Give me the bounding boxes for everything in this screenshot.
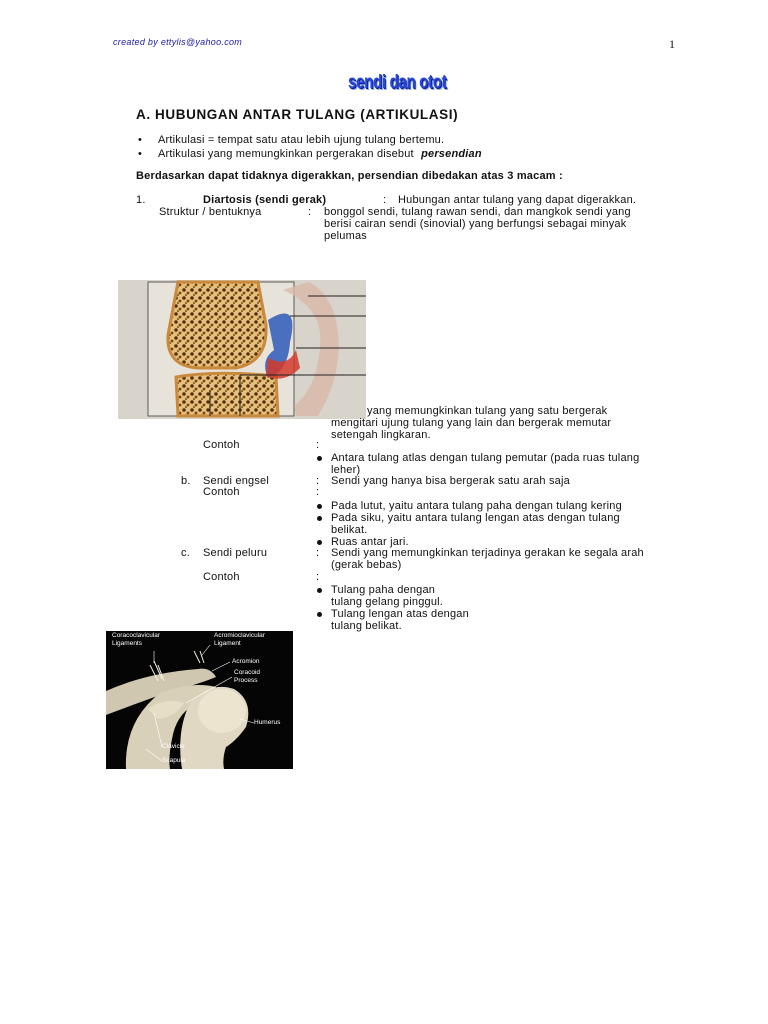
label-coracoclavicular: Ligaments xyxy=(112,640,142,647)
knee-joint-drawing xyxy=(118,280,366,419)
item-colon: : xyxy=(383,194,387,206)
bullet-disc xyxy=(317,516,322,521)
bullet-disc xyxy=(317,456,322,461)
sub-c-letter: c. xyxy=(181,547,190,559)
shoulder-joint-drawing xyxy=(106,631,293,769)
item-number: 1. xyxy=(136,194,146,206)
structure-line: pelumas xyxy=(324,230,367,242)
sub-c-example-line: tulang belikat. xyxy=(331,620,402,632)
bullet-emphasis: persendian xyxy=(421,148,482,160)
bullet-text xyxy=(158,148,482,160)
sub-b-example-label: Contoh xyxy=(203,486,240,498)
bullet-marker: • xyxy=(138,148,143,160)
bullet-text: Artikulasi = tempat satu atau lebih ujung tulang bertemu. xyxy=(158,134,445,146)
sub-c-desc-line: (gerak bebas) xyxy=(331,559,402,571)
sub-a-desc-line: setengah lingkaran. xyxy=(331,429,431,441)
sub-b-letter: b. xyxy=(181,475,191,487)
structure-line: bonggol sendi, tulang rawan sendi, dan mangkok sendi yang xyxy=(324,206,631,218)
sub-c-colon: : xyxy=(316,547,320,559)
bullet-disc xyxy=(317,588,322,593)
label-scapula: Scapula xyxy=(162,757,186,764)
sub-c-desc-line: Sendi yang memungkinkan terjadinya gerakan ke segala arah xyxy=(331,547,644,559)
label-clavicle: Clavicle xyxy=(162,743,185,750)
sub-a-desc-line: mengitari ujung tulang yang lain dan bergerak memutar xyxy=(331,417,612,429)
structure-colon: : xyxy=(308,206,312,218)
knee-joint-illustration xyxy=(118,280,366,419)
header-credit: created by ettylis@yahoo.com xyxy=(113,37,243,47)
sub-a-example-colon: : xyxy=(316,439,320,451)
sub-c-example-label: Contoh xyxy=(203,571,240,583)
bullet-disc xyxy=(317,504,322,509)
label-coracoclavicular: Coracoclavicular xyxy=(112,632,161,639)
label-acromioclavicular: Ligament xyxy=(214,640,241,647)
item-term: Diartosis (sendi gerak) xyxy=(203,194,327,206)
sub-b-example-line: Pada siku, yaitu antara tulang lengan atas dengan tulang xyxy=(331,512,620,524)
label-coracoid: Process xyxy=(234,677,258,684)
sub-a-example-label: Contoh xyxy=(203,439,240,451)
section-heading: A. HUBUNGAN ANTAR TULANG (ARTIKULASI) xyxy=(136,107,459,122)
sub-b-example-line: belikat. xyxy=(331,524,368,536)
bullet-text-plain: Artikulasi yang memungkinkan pergerakan disebut xyxy=(158,148,414,160)
sub-a-desc-line: yang memungkinkan tulang yang satu bergerak xyxy=(367,405,608,417)
item-definition: Hubungan antar tulang yang dapat digerakkan. xyxy=(398,194,637,206)
label-humerus: Humerus xyxy=(254,719,281,726)
sub-b-name: Sendi engsel xyxy=(203,475,270,487)
label-acromion: Acromion xyxy=(232,658,260,665)
sub-c-example-colon: : xyxy=(316,571,320,583)
sub-b-example-colon: : xyxy=(316,486,320,498)
label-acromioclavicular: Acromioclavicular xyxy=(214,632,265,639)
sub-c-name: Sendi peluru xyxy=(203,547,268,559)
sub-b-colon: : xyxy=(316,475,320,487)
page-number: 1 xyxy=(669,37,675,51)
shoulder-joint-illustration xyxy=(106,631,293,769)
label-coracoid: Coracoid xyxy=(234,669,261,676)
title-word-art: sendi dan otot xyxy=(348,72,447,93)
sub-a-example-line: leher) xyxy=(331,464,361,476)
sub-c-example-line: Tulang lengan atas dengan xyxy=(331,608,469,620)
sub-c-example-line: Tulang paha dengan xyxy=(331,584,436,596)
sub-c-example-line: tulang gelang pinggul. xyxy=(331,596,444,608)
bullet-disc xyxy=(317,612,322,617)
bullet-disc xyxy=(317,540,322,545)
structure-line: berisi cairan sendi (sinovial) yang berfungsi sebagai minyak xyxy=(324,218,627,230)
bullet-marker: • xyxy=(138,134,143,146)
sub-b-desc: Sendi yang hanya bisa bergerak satu arah saja xyxy=(331,475,570,487)
intro-statement: Berdasarkan dapat tidaknya digerakkan, persendian dibedakan atas 3 macam : xyxy=(136,170,563,182)
sub-b-example-line: Pada lutut, yaitu antara tulang paha dengan tulang kering xyxy=(331,500,622,512)
structure-label: Struktur / bentuknya xyxy=(159,206,262,218)
sub-b-example-line: Ruas antar jari. xyxy=(331,536,409,548)
sub-a-example-line: Antara tulang atlas dengan tulang pemutar (pada ruas tulang xyxy=(331,452,640,464)
